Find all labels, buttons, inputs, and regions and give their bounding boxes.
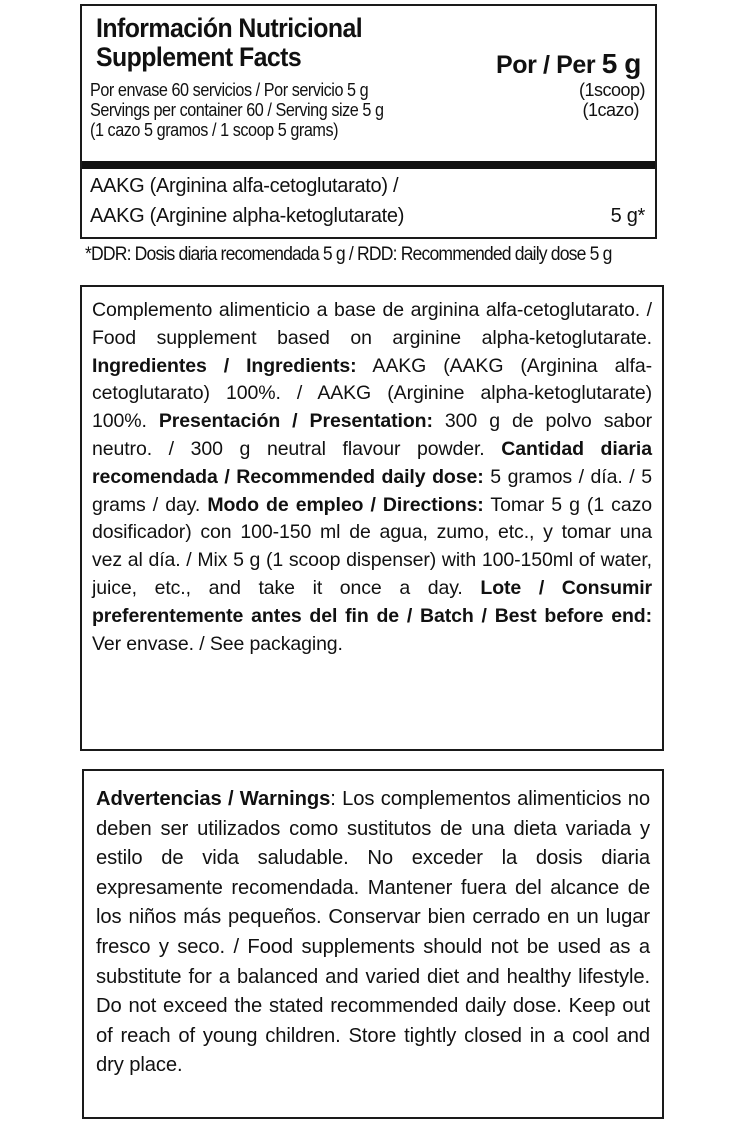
servings-line-es: Por envase 60 servicios / Por servicio 5 g xyxy=(90,80,369,100)
directions-text: Tomar 5 g (1 cazo dosificador) con 100-150 ml de agua, zumo, etc., y tomar una vez al día. / Mix 5 g (1 scoop dispenser) with 100-150ml of water, juice, etc., and take it once a day. xyxy=(92,493,652,599)
per-serving-header xyxy=(496,48,641,80)
daily-dose-text: 5 gramos / día. / 5 grams / day. xyxy=(92,465,652,516)
warnings-panel xyxy=(82,769,664,1119)
per-label: Por / Per xyxy=(495,51,596,79)
ingredient-name-en: AAKG (Arginine alpha-ketoglutarate) xyxy=(90,205,405,227)
servings-unit-en: (1cazo) xyxy=(582,100,639,120)
description-text: Complemento alimenticio a base de arginina alfa-cetoglutarato. / Food supplement based on arginine alpha-ketoglutarate. xyxy=(92,299,652,349)
warnings-text xyxy=(96,785,650,1081)
daily-dose-heading: Cantidad diaria recomendada / Recommended daily dose: xyxy=(92,437,652,488)
product-info-panel xyxy=(80,285,664,751)
servings-line-en: Servings per container 60 / Serving size 5 g xyxy=(90,100,384,120)
presentation-heading: Presentación / Presentation: xyxy=(158,410,433,433)
scoop-note: (1 cazo 5 gramos / 1 scoop 5 grams) xyxy=(90,120,339,140)
batch-text: Ver envase. / See packaging. xyxy=(92,632,343,655)
supplement-facts-panel xyxy=(80,4,657,239)
warnings-heading: Advertencias / Warnings xyxy=(96,788,331,810)
title-english: Supplement Facts xyxy=(96,42,302,72)
servings-unit-es: (1scoop) xyxy=(578,80,645,100)
ddr-footnote: *DDR: Dosis diaria recomendada 5 g / RDD: Recommended daily dose 5 g xyxy=(85,244,612,265)
batch-heading: Lote / Consumir preferentemente antes del fin de / Batch / Best before end: xyxy=(92,576,653,627)
product-info-text xyxy=(92,297,652,658)
divider-bar xyxy=(82,161,655,169)
per-amount: 5 g xyxy=(601,48,641,79)
presentation-text: 300 g de polvo sabor neutro. / 300 g neutral flavour powder. xyxy=(92,410,652,460)
ingredients-heading: Ingredientes / Ingredients: xyxy=(92,354,357,377)
directions-heading: Modo de empleo / Directions: xyxy=(207,493,484,516)
title-spanish: Información Nutricional xyxy=(96,13,363,43)
ingredient-name-es: AAKG (Arginina alfa-cetoglutarato) / xyxy=(90,175,399,197)
ingredients-text: AAKG (AAKG (Arginina alfa-cetoglutarato) 100%. / AAKG (Arginine alpha-ketoglutarate) 100%. xyxy=(92,354,652,433)
warnings-body: : Los complementos alimenticios no deben ser utilizados como sustitutos de una dieta variada y estilo de vida saludable. No exceder la dosis diaria expresamente recomendada. Mantener fuera del alcance de los niños más pequeños. Conservar bien cerrado en un lugar fresco y seco. / Food supplements should not be used as a substitute for a balanced and varied diet and healthy lifestyle. Do not exceed the stated recommended daily dose. Keep out of reach of young children. Store tightly closed in a cool and dry place. xyxy=(96,788,650,1077)
ingredient-amount: 5 g* xyxy=(610,205,645,227)
